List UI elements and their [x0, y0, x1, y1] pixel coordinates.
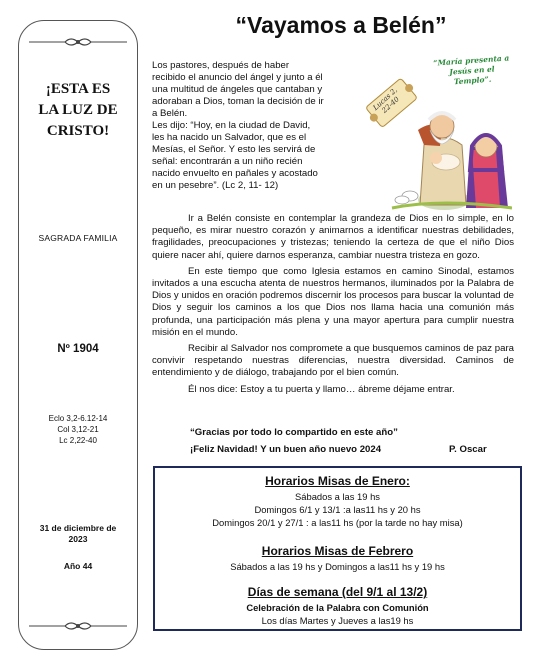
reading-reference: Lc 2,22-40: [59, 436, 97, 445]
schedule-line: Domingos 20/1 y 27/1 : a las11 hs (por la tarde no hay misa): [212, 517, 463, 528]
signature: P. Oscar: [449, 444, 487, 455]
holy-family-illustration: [362, 50, 512, 210]
page-title: “Vayamos a Belén”: [235, 12, 447, 38]
mass-schedule-box: [153, 466, 522, 631]
thanks-line: “Gracias por todo lo compartido en este año”: [190, 427, 398, 438]
reading-reference: Col 3,12-21: [57, 425, 99, 434]
intro-text: Los pastores, después de haber recibido el anuncio del ángel y junto a él una multitud de ángeles que cantaban y adoraban a Dios, toman la decisión de ir a Belén. Les dijo: “Hoy, en la ciudad de David, les ha nacido un Salvador, que es el Mesías, el Señor. Y esto les servirá de señal: encontrarán a un niño recién nacido envuelto en pañales y acostado en un pesebre”. (Lc 2, 11- 12): [152, 60, 324, 191]
reading-references: [19, 413, 137, 446]
issue-date-line: 31 de diciembre de: [39, 523, 117, 533]
issue-number: Nº 1904: [57, 343, 99, 355]
sidebar-headline-line: LA LUZ DE: [38, 102, 118, 118]
quote-line: Él nos dice: Estoy a tu puerta y llamo… ábreme déjame entrar.: [188, 383, 455, 395]
intro-block: [152, 60, 364, 192]
schedule-line: Domingos 6/1 y 13/1 :a las11 hs y 20 hs: [254, 504, 421, 515]
schedule-line: Celebración de la Palabra con Comunión: [246, 602, 429, 613]
caption-line: “María presenta a: [433, 53, 510, 68]
article-body: [152, 213, 514, 400]
ornament-divider-bottom: [27, 619, 129, 633]
sidebar-headline-line: ¡ESTA ES: [45, 81, 111, 97]
caption-line: Jesús en el Templo”.: [449, 64, 495, 87]
sidebar-headline: [19, 79, 137, 142]
sidebar-headline-line: CRISTO!: [46, 123, 110, 139]
weekday-schedule-title: Días de semana (del 9/1 al 13/2): [247, 585, 428, 599]
illustration-caption: [431, 53, 513, 89]
schedule-line: Los días Martes y Jueves a las19 hs: [261, 615, 414, 626]
february-schedule-title: Horarios Misas de Febrero: [261, 544, 414, 558]
schedule-line: Sábados a las 19 hs y Domingos a las11 hs y 19 hs: [230, 561, 445, 572]
publication-year: Año 44: [63, 561, 93, 571]
body-paragraph: Ir a Belén consiste en contemplar la grandeza de Dios en lo simple, en lo pequeño, es mirar nuestro corazón y animarnos a identificar nuestras debilidades, fragilidades, preocupaciones y tristezas; teniendo la certeza de que el niño Dios quiere nacer ahí, quiere darnos esperanza, cambiar nuestra tristeza en gozo.: [152, 213, 514, 261]
body-paragraph: En este tiempo que como Iglesia estamos en camino Sinodal, estamos invitados a una escucha atenta de nuestros hermanos, iluminados por la Palabra de Dios y unidos en oración podremos discernir los procesos para buscar la voluntad de Dios y seguir los caminos a los que Dios nos llama hacia una comunión más profunda, una participación más plena y una mayor apertura para cumplir nuestra misión en el mundo.: [152, 265, 514, 338]
schedule-line: Sábados a las 19 hs: [295, 491, 380, 502]
scroll-reference: Lucas 2, 22-40: [371, 86, 401, 115]
wishes-text: ¡Feliz Navidad! Y un buen año nuevo 2024: [190, 444, 382, 455]
ornament-divider-top: [27, 35, 129, 49]
wishes-line: [190, 444, 520, 455]
issue-date-line: 2023: [68, 534, 88, 544]
sidebar-panel: [18, 20, 138, 650]
reading-reference: Eclo 3,2-6.12-14: [48, 414, 108, 423]
feast-name: SAGRADA FAMILIA: [38, 233, 118, 243]
body-paragraph: Recibir al Salvador nos compromete a que busquemos caminos de paz para convivir respetando nuestras diferencias, nuestra diversidad. Caminos de entendimiento y de diálogo, trabajando por el bien común.: [152, 343, 514, 379]
issue-date: [19, 523, 137, 545]
january-schedule-title: Horarios Misas de Enero:: [265, 474, 410, 488]
